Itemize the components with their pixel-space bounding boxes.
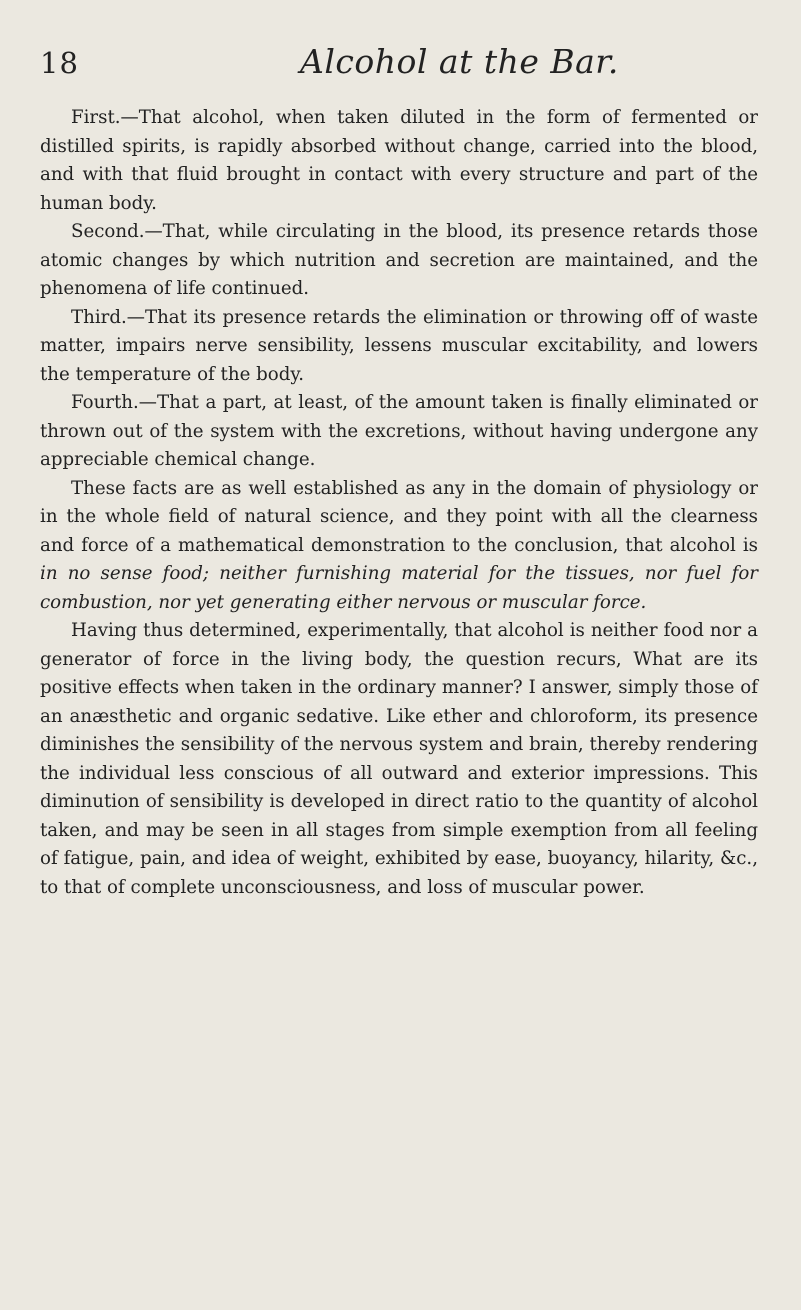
paragraph-fourth: Fourth.—That a part, at least, of the amount taken is finally eliminated or thrown out of the system with the excretions, without having undergone any appreciable chemical change. <box>40 392 758 470</box>
paragraph-first: First.—That alcohol, when taken diluted in the form of fermented or distilled spirits, is rapidly absorbed without change, carried into the blood, and with that fluid brought in contact with every structure and part of the human body. <box>40 107 758 214</box>
running-title: Alcohol at the Bar. <box>300 42 619 81</box>
paragraph-third: Third.—That its presence retards the elimination or throwing off of waste matter, impairs nerve sensibility, lessens muscular excitability, and lowers the temperature of the body. <box>40 306 758 385</box>
paragraph-having-determined: Having thus determined, experimentally, that alcohol is neither food nor a generator of force in the living body, the question recurs, What are its positive effects when taken in the ordinary manner? I answer, simply those of an anæsthetic and organic sedative. Like ether and chloroform, its presence diminishes the sensibility of the nervous system and brain, thereby rendering the individual less conscious of all outward and exterior impressions. This diminution of sensibility is developed in direct ratio to the quantity of alcohol taken, and may be seen in all stages from simple exemption from all feeling of fatigue, pain, and idea of weight, exhibited by ease, buoyancy, hilarity, &c., to that of complete unconsciousness, and loss of muscular power. <box>40 620 758 898</box>
paragraph-facts <box>40 475 758 618</box>
body-text <box>40 104 758 902</box>
facts-intro-text: These facts are as well established as any in the domain of physiology or in the whole field of natural science, and they point with all the clearness and force of a mathematical demonstration to the conclusion, that alcohol is <box>40 477 758 556</box>
page-number: 18 <box>40 46 79 80</box>
running-head <box>40 42 760 86</box>
facts-conclusion-italic: in no sense food; neither furnishing material for the tissues, nor fuel for combustion, nor yet generating either nervous or muscular force. <box>40 563 758 613</box>
paragraph-second: Second.—That, while circulating in the blood, its presence retards those atomic changes by which nutrition and secretion are maintained, and the phenomena of life continued. <box>40 221 758 299</box>
